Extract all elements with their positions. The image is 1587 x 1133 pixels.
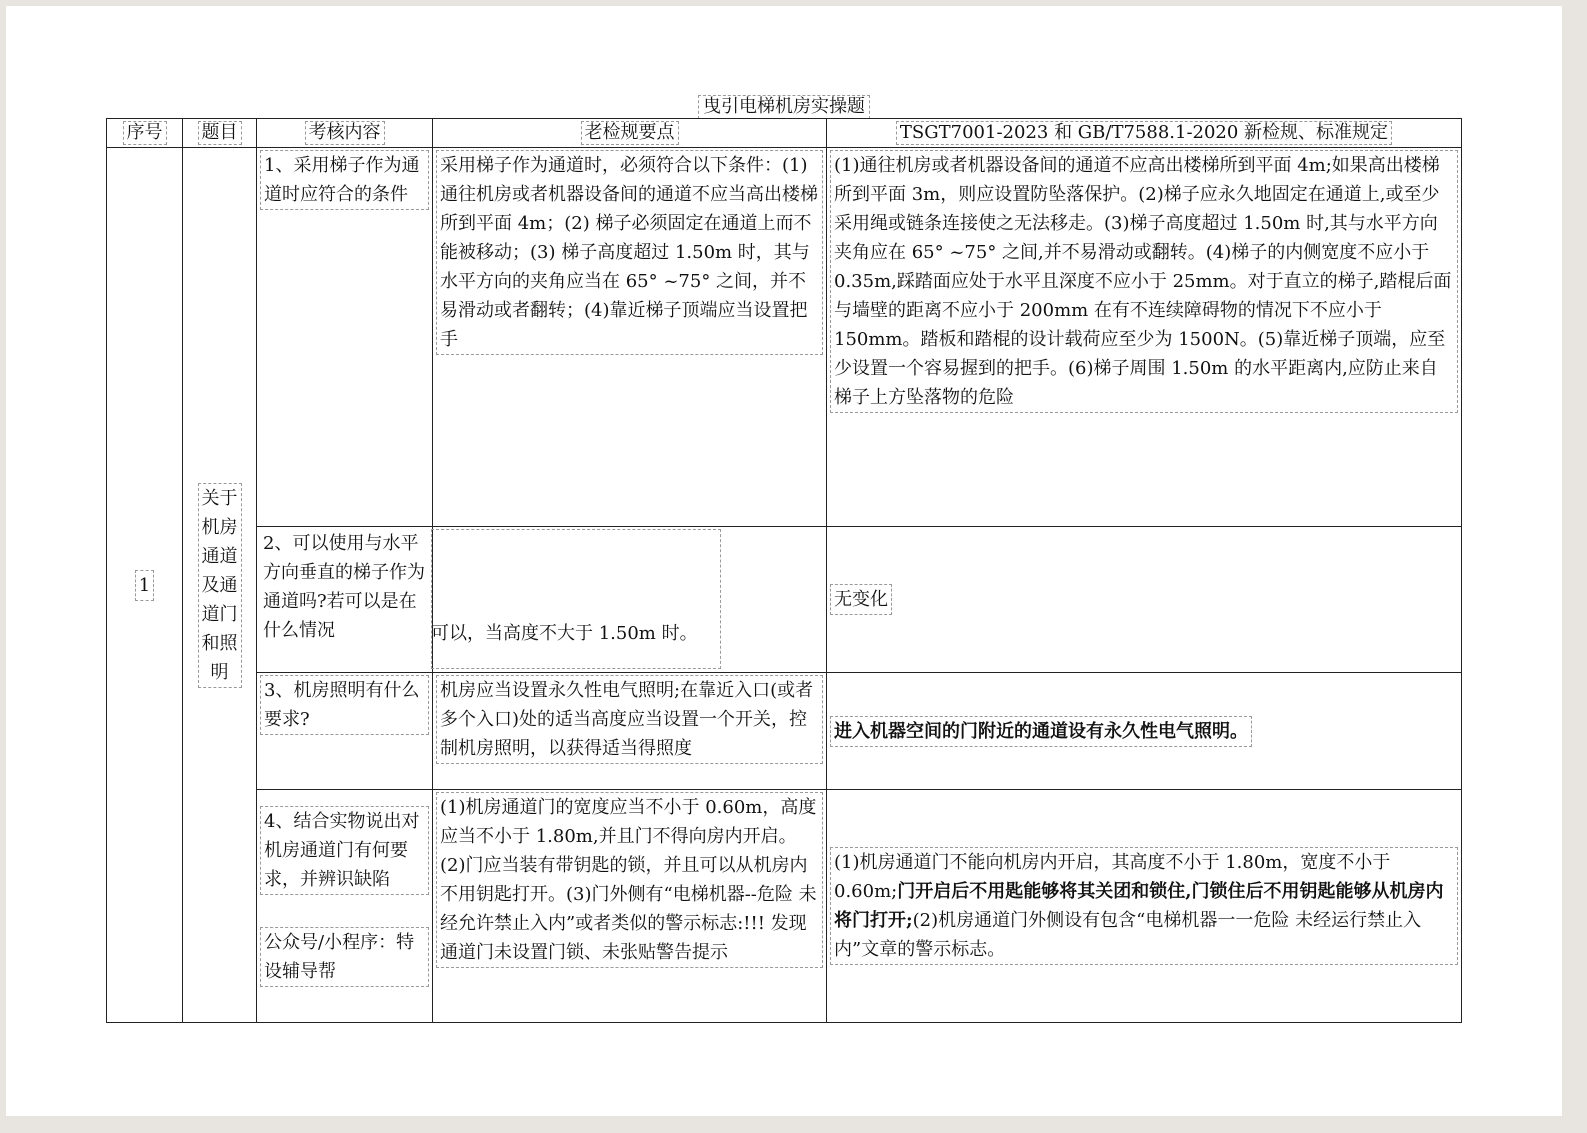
content-cell (257, 790, 433, 1023)
old-cell (433, 790, 827, 1023)
seq-number: 1 (135, 570, 154, 601)
old-text: 可以，当高度不大于 1.50m 时。 (431, 623, 698, 644)
content-cell (257, 527, 433, 673)
table-row (107, 790, 1462, 1023)
exam-table (106, 118, 1462, 1023)
old-text: (1)机房通道门的宽度应当不小于 0.60m，高度应当不小于 1.80m,并且门不得向房内开启。(2)门应当装有带钥匙的锁，并且可以从机房内不用钥匙打开。(3)门外侧有“电梯机器--危险 未经允许禁止入内”或者类似的警示标志:!!! 发现通道门未设置门锁、未张贴警告提示 (436, 792, 823, 968)
content-cell (257, 673, 433, 790)
content-text: 3、机房照明有什么要求? (260, 675, 429, 735)
document-page (6, 6, 1562, 1116)
new-text: (1)通往机房或者机器设备间的通道不应高出楼梯所到平面 4m;如果高出楼梯所到平面 3m，则应设置防坠落保护。(2)梯子应永久地固定在通道上,或至少采用绳或链条连接使之无法移走。(3)梯子高度超过 1.50m 时,其与水平方向夹角应在 65° ~75° 之间,并不易滑动或翻转。(4)梯子的内侧宽度不应小于 0.35m,踩踏面应处于水平且深度不应小于 25mm。对于直立的梯子,踏棍后面与墙壁的距离不应小于 200mm 在有不连续障碍物的情况下不应小于 150mm。踏板和踏棍的设计载荷应至少为 1500N。(5)靠近梯子顶端，应至少设置一个容易握到的把手。(6)梯子周围 1.50m 的水平距离内,应防止来自梯子上方坠落物的危险 (830, 150, 1458, 413)
seq-cell (107, 148, 183, 1023)
header-seq: 序号 (107, 119, 183, 148)
table-row (107, 148, 1462, 527)
old-cell (433, 527, 827, 673)
header-row (107, 119, 1462, 148)
new-text: 无变化 (830, 584, 892, 615)
table-row (107, 673, 1462, 790)
content-cell (257, 148, 433, 527)
new-text (830, 847, 1458, 965)
new-cell (827, 673, 1462, 790)
content-text: 4、结合实物说出对机房通道门有何要求，并辨识缺陷 (260, 806, 429, 895)
header-old: 老检规要点 (433, 119, 827, 148)
topic-text: 关于机房通道及通道门和照明 (198, 483, 242, 688)
table-row (107, 527, 1462, 673)
title-wrap (6, 95, 1562, 119)
old-cell (433, 148, 827, 527)
new-text: 进入机器空间的门附近的通道设有永久性电气照明。 (830, 716, 1252, 747)
old-cell (433, 673, 827, 790)
new-cell (827, 790, 1462, 1023)
old-text-frame (431, 529, 721, 669)
new-text-tail: (2)机房通道门外侧设有包含“电梯机器一一危险 未经运行禁止入内”文章的警示标志。 (834, 910, 1422, 960)
content-extra-text: 公众号/小程序：特设辅导帮 (260, 927, 429, 987)
topic-cell (183, 148, 257, 1023)
new-cell (827, 148, 1462, 527)
old-text: 采用梯子作为通道时，必须符合以下条件：(1) 通往机房或者机器设备间的通道不应当高出楼梯所到平面 4m；(2) 梯子必须固定在通道上而不能被移动；(3) 梯子高度超过 1.50m 时，其与水平方向的夹角应当在 65° ~75° 之间，并不易滑动或者翻转；(4)靠近梯子顶端应当设置把手 (436, 150, 823, 355)
new-text-bold: 门开启后不用匙能够将其关团和锁住,门锁住后不用钥匙能够从机房内将门打开; (834, 881, 1444, 931)
new-cell (827, 527, 1462, 673)
new-text-normal: (1)机房通道门不能向机房内开启，其高度不小于 1.80m，宽度不小于 0.60m; (834, 852, 1391, 902)
page-title: 曳引电梯机房实操题 (698, 95, 870, 119)
old-text: 机房应当设置永久性电气照明;在靠近入口(或者多个入口)处的适当高度应当设置一个开关，控制机房照明，以获得适当得照度 (436, 675, 823, 764)
header-topic: 题目 (183, 119, 257, 148)
content-text: 1、采用梯子作为通道时应符合的条件 (260, 150, 429, 210)
header-content: 考核内容 (257, 119, 433, 148)
content-text: 2、可以使用与水平方向垂直的梯子作为通道吗?若可以是在什么情况 (263, 533, 425, 641)
header-new: TSGT7001-2023 和 GB/T7588.1-2020 新检规、标准规定 (827, 119, 1462, 148)
